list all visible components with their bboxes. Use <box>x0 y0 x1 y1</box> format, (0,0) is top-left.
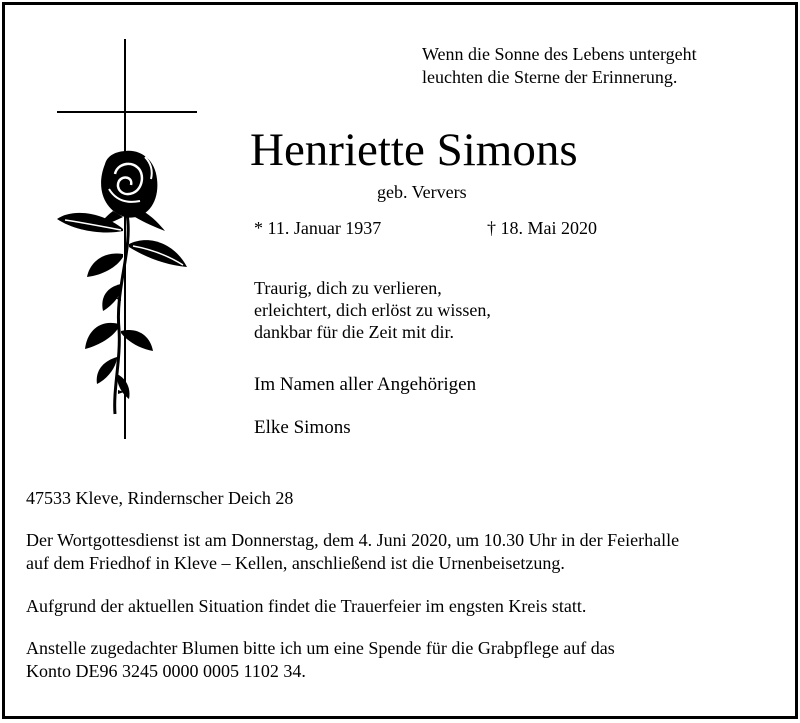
poem-line: erleichtert, dich erlöst zu wissen, <box>254 300 491 320</box>
service-info <box>26 529 679 575</box>
birth-date: * 11. Januar 1937 <box>254 218 382 238</box>
donation-line: Anstelle zugedachter Blumen bitte ich um eine Spende für die Grabpflege auf das <box>26 638 615 658</box>
death-date: † 18. Mai 2020 <box>487 218 597 238</box>
deceased-name: Henriette Simons <box>250 124 578 176</box>
birth-name: geb. Ververs <box>377 182 467 202</box>
situation-note: Aufgrund der aktuellen Situation findet die Trauerfeier im engsten Kreis statt. <box>26 596 587 616</box>
on-behalf-text: Im Namen aller Angehörigen <box>254 374 477 395</box>
donation-line: Konto DE96 3245 0000 0005 1102 34. <box>26 661 306 681</box>
motto-line: Wenn die Sonne des Lebens untergeht <box>422 44 697 64</box>
motto-line: leuchten die Sterne der Erinnerung. <box>422 67 678 87</box>
poem <box>254 277 491 343</box>
cross-with-rose-icon <box>45 39 205 449</box>
poem-line: dankbar für die Zeit mit dir. <box>254 322 454 342</box>
poem-line: Traurig, dich zu verlieren, <box>254 278 442 298</box>
signer-name: Elke Simons <box>254 417 351 438</box>
motto <box>422 43 697 89</box>
service-line: auf dem Friedhof in Kleve – Kellen, anschließend ist die Urnenbeisetzung. <box>26 553 565 573</box>
obituary-notice <box>2 2 798 719</box>
address: 47533 Kleve, Rindernscher Deich 28 <box>26 488 294 508</box>
donation-info <box>26 637 615 683</box>
service-line: Der Wortgottesdienst ist am Donnerstag, dem 4. Juni 2020, um 10.30 Uhr in der Feierhalle <box>26 530 680 550</box>
